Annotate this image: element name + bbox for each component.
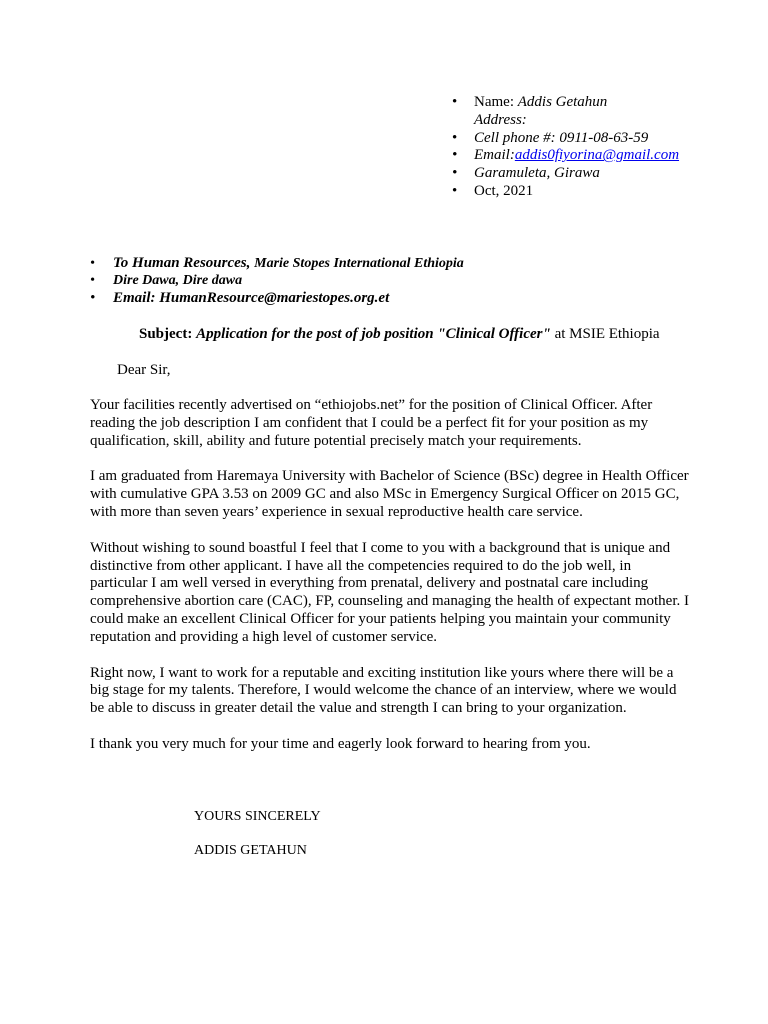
body-paragraph: Without wishing to sound boastful I feel that I come to you with a background that is unique and distinctive from other applicant. I have all the competencies required to do the job well, in particular I am well versed in everything from prenatal, delivery and postnatal care including comprehensive abortion care (CAC), FP, counseling and managing the health of expectant mother. I could make an excellent Clinical Officer for your patients helping you maintain your community reputation and providing a high level of customer service. — [90, 539, 689, 645]
subject-text: Application for the post of job position — [196, 326, 438, 342]
subject-label: Subject: — [139, 326, 197, 342]
sender-phone: Cell phone #: 0911-08-63-59 — [474, 129, 649, 146]
recipient-organization: Marie Stopes International Ethiopia — [254, 256, 464, 271]
sender-address-row — [452, 112, 752, 130]
body-paragraph: Your facilities recently advertised on “ethiojobs.net” for the position of Clinical Officer. After reading the job description I am confident that I could be a perfect fit for your position as my qualification, skill, ability and future potential precisely match your requirements. — [90, 397, 653, 449]
subject-line — [139, 325, 660, 343]
body-paragraph: I thank you very much for your time and eagerly look forward to hearing from you. — [90, 735, 591, 752]
bullet-icon: • — [90, 256, 95, 271]
bullet-icon: • — [90, 273, 95, 288]
sender-info — [452, 94, 752, 201]
recipient-line-1 — [90, 255, 730, 272]
bullet-icon: • — [452, 182, 458, 199]
bullet-icon: • — [452, 129, 458, 146]
sender-name-label: Name: — [474, 94, 518, 110]
recipient-city: Dire Dawa, Dire dawa — [113, 273, 243, 288]
bullet-icon: • — [90, 290, 96, 306]
recipient-line-2 — [90, 272, 730, 289]
sender-email-link[interactable]: addis0fiyorina@gmail.com — [514, 147, 680, 164]
sender-address-label: Address: — [474, 111, 527, 128]
bullet-icon: • — [452, 147, 458, 164]
salutation: Dear Sir, — [117, 362, 171, 378]
recipient-info — [90, 255, 730, 307]
valediction: YOURS SINCERELY — [194, 809, 321, 824]
sender-date: Oct, 2021 — [474, 182, 534, 199]
recipient-email: Email: HumanResource@mariestopes.org.et — [113, 290, 390, 306]
letter-closing — [194, 808, 321, 859]
letter-body — [90, 397, 690, 772]
sender-email-row — [452, 147, 752, 165]
subject-suffix: at MSIE Ethiopia — [550, 326, 660, 342]
sender-date-row — [452, 183, 752, 201]
sender-name-row — [452, 94, 752, 112]
body-paragraph: Right now, I want to work for a reputable and exciting institution like yours where there will be a big stage for my talents. Therefore, I would welcome the chance of an interview, where we would be able to discuss in greater detail the value and strength I can bring to your organization. — [90, 664, 677, 717]
sender-location-row — [452, 165, 752, 183]
bullet-icon: • — [452, 165, 458, 182]
recipient-department: To Human Resources, — [113, 255, 255, 271]
sender-phone-row — [452, 130, 752, 148]
body-paragraph: I am graduated from Haremaya University with Bachelor of Science (BSc) degree in Health Officer with cumulative GPA 3.53 on 2009 GC and also MSc in Emergency Surgical Officer on 2015 GC, with more than seven years’ experience in sexual reproductive health care service. — [90, 468, 689, 520]
bullet-icon: • — [452, 94, 458, 110]
sender-name: Addis Getahun — [517, 94, 608, 110]
recipient-line-3 — [90, 289, 730, 307]
subject-position: "Clinical Officer" — [437, 326, 551, 342]
sender-location: Garamuleta, Girawa — [474, 165, 600, 182]
sender-email-label: Email: — [474, 147, 515, 164]
signature-name: ADDIS GETAHUN — [194, 843, 307, 858]
